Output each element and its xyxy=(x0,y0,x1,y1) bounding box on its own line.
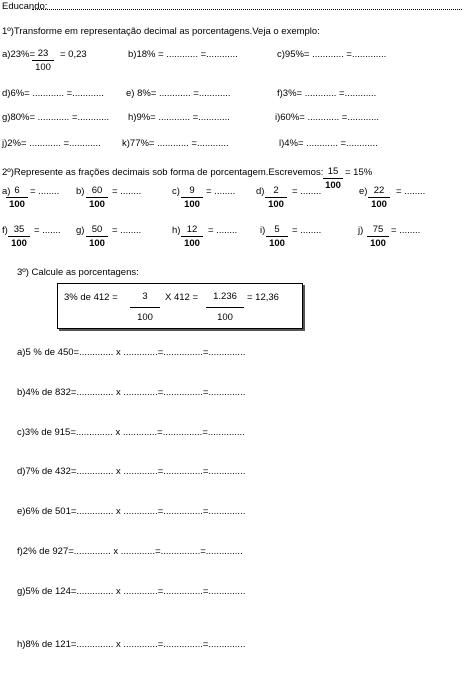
q3-item-b: b)4% de 832=.............. x .............=...............=.............. xyxy=(17,387,246,398)
q2-title: 2º)Represente as frações decimais sob forma de porcentagem.Escrevemos: xyxy=(2,167,324,178)
q2-item-c-denominator: 100 xyxy=(184,198,200,210)
q1-item-g: g)80%= ............ =............ xyxy=(2,112,110,123)
q3-example-denominator-2: 100 xyxy=(217,311,233,323)
q1-item-i: i)60%= ............ =............ xyxy=(275,112,380,123)
q1-item-d: d)6%= ............ =............ xyxy=(2,88,104,99)
q2-item-h-fraction xyxy=(181,225,203,248)
q1-example-prefix: a)23%= xyxy=(2,49,36,60)
q2-item-j-numerator: 75 xyxy=(367,225,389,237)
q2-item-c-numerator: 9 xyxy=(181,186,203,198)
q3-example-fraction-2 xyxy=(206,292,244,322)
q2-item-g-fraction xyxy=(86,225,108,248)
q2-item-i-answer: = ........ xyxy=(292,225,322,236)
q1-example-denominator: 100 xyxy=(35,61,51,73)
q1-item-l: l)4%= ............ =............ xyxy=(279,138,378,149)
q1-item-j: j)2%= ............ =............ xyxy=(2,138,101,149)
q2-item-d-denominator: 100 xyxy=(268,198,284,210)
q3-example-mid: X 412 = xyxy=(165,292,199,303)
student-name-line[interactable] xyxy=(32,9,462,10)
q1-item-k: k)77%= ............ =............ xyxy=(122,138,229,149)
q3-example-prefix: 3% de 412 = xyxy=(64,292,118,303)
q3-title: 3º) Calcule as porcentagens: xyxy=(17,267,139,278)
q2-item-c-label: c) xyxy=(172,186,180,197)
q2-example-denominator: 100 xyxy=(325,179,341,191)
q2-item-e-answer: = ........ xyxy=(396,186,426,197)
q2-item-d-label: d) xyxy=(256,186,265,197)
q1-item-h: h)9%= ............ =............ xyxy=(128,112,230,123)
q2-item-b-fraction xyxy=(86,186,108,209)
q2-item-b-answer: = ........ xyxy=(112,186,142,197)
q2-item-d-numerator: 2 xyxy=(265,186,287,198)
q2-item-j-fraction xyxy=(367,225,389,248)
q3-item-d: d)7% de 432=.............. x .............=...............=.............. xyxy=(17,466,246,477)
q2-item-h-denominator: 100 xyxy=(184,237,200,249)
q2-item-f-denominator: 100 xyxy=(11,237,27,249)
q2-item-i-label: i) xyxy=(260,225,266,236)
q1-title: 1º)Transforme em representação decimal as porcentagens.Veja o exemplo: xyxy=(2,26,320,37)
q2-item-g-answer: = ........ xyxy=(112,225,142,236)
q2-item-e-fraction xyxy=(368,186,390,209)
q2-item-h-numerator: 12 xyxy=(181,225,203,237)
q2-item-g-label: g) xyxy=(76,225,85,236)
q2-item-f-fraction xyxy=(8,225,30,248)
q2-item-c-fraction xyxy=(181,186,203,209)
q2-example-numerator: 15 xyxy=(323,167,343,179)
q1-example-numerator: 23 xyxy=(32,49,54,61)
q3-item-a: a)5 % de 450=............. x .............=...............=.............. xyxy=(17,347,246,358)
q2-item-g-denominator: 100 xyxy=(89,237,105,249)
q2-item-b-numerator: 60 xyxy=(86,186,108,198)
q2-item-e-denominator: 100 xyxy=(371,198,387,210)
q2-item-e-label: e) xyxy=(359,186,368,197)
q1-item-e: e) 8%= ............ =............ xyxy=(126,88,231,99)
q3-item-c: c)3% de 915=.............. x .............=...............=.............. xyxy=(17,427,245,438)
q2-item-f-label: f) xyxy=(2,225,8,236)
q2-item-f-numerator: 35 xyxy=(8,225,30,237)
q3-item-f: f)2% de 927=.............. x .............=...............=.............. xyxy=(17,546,243,557)
q2-example-fraction xyxy=(323,167,343,190)
q3-example-result: = 12,36 xyxy=(247,292,279,303)
q2-item-i-numerator: 5 xyxy=(266,225,288,237)
q2-item-g-numerator: 50 xyxy=(86,225,108,237)
student-name-label: Educando: xyxy=(2,1,48,12)
q2-example-result: = 15% xyxy=(345,167,373,178)
q2-item-e-numerator: 22 xyxy=(368,186,390,198)
q2-item-h-label: h) xyxy=(172,225,181,236)
q1-item-c: c)95%= ............ =............. xyxy=(277,49,387,60)
q2-item-a-numerator: 6 xyxy=(6,186,28,198)
q2-item-d-answer: = ........ xyxy=(292,186,322,197)
q2-item-j-denominator: 100 xyxy=(370,237,386,249)
q2-item-b-label: b) xyxy=(76,186,85,197)
q2-item-a-label: a) xyxy=(2,186,11,197)
q2-item-j-label: j) xyxy=(358,225,364,236)
q2-item-f-answer: = ....... xyxy=(34,225,61,236)
q2-item-a-denominator: 100 xyxy=(9,198,25,210)
q2-item-a-fraction xyxy=(6,186,28,209)
q2-item-j-answer: = ........ xyxy=(391,225,421,236)
q3-example-denominator-1: 100 xyxy=(137,311,153,323)
q1-example-fraction xyxy=(32,49,54,72)
q1-item-f: f)3%= ............ =............ xyxy=(277,88,377,99)
q2-item-h-answer: = ........ xyxy=(208,225,238,236)
q3-example-numerator-2: 1.236 xyxy=(206,292,244,308)
q2-item-d-fraction xyxy=(265,186,287,209)
q2-item-b-denominator: 100 xyxy=(89,198,105,210)
q1-item-b: b)18% = ............ =............ xyxy=(128,49,238,60)
q2-item-i-fraction xyxy=(266,225,288,248)
q2-item-a-answer: = ........ xyxy=(30,186,60,197)
q2-item-c-answer: = ........ xyxy=(206,186,236,197)
q3-example-fraction-1 xyxy=(130,292,160,322)
q1-example-result: = 0,23 xyxy=(60,49,87,60)
q3-example-numerator-1: 3 xyxy=(130,292,160,308)
q3-example-box xyxy=(57,283,303,329)
q3-item-g: g)5% de 124=.............. x .............=...............=.............. xyxy=(17,586,246,597)
q3-item-h: h)8% de 121=.............. x .............=...............=.............. xyxy=(17,639,246,650)
q3-item-e: e)6% de 501=.............. x .............=...............=.............. xyxy=(17,506,246,517)
q2-item-i-denominator: 100 xyxy=(269,237,285,249)
